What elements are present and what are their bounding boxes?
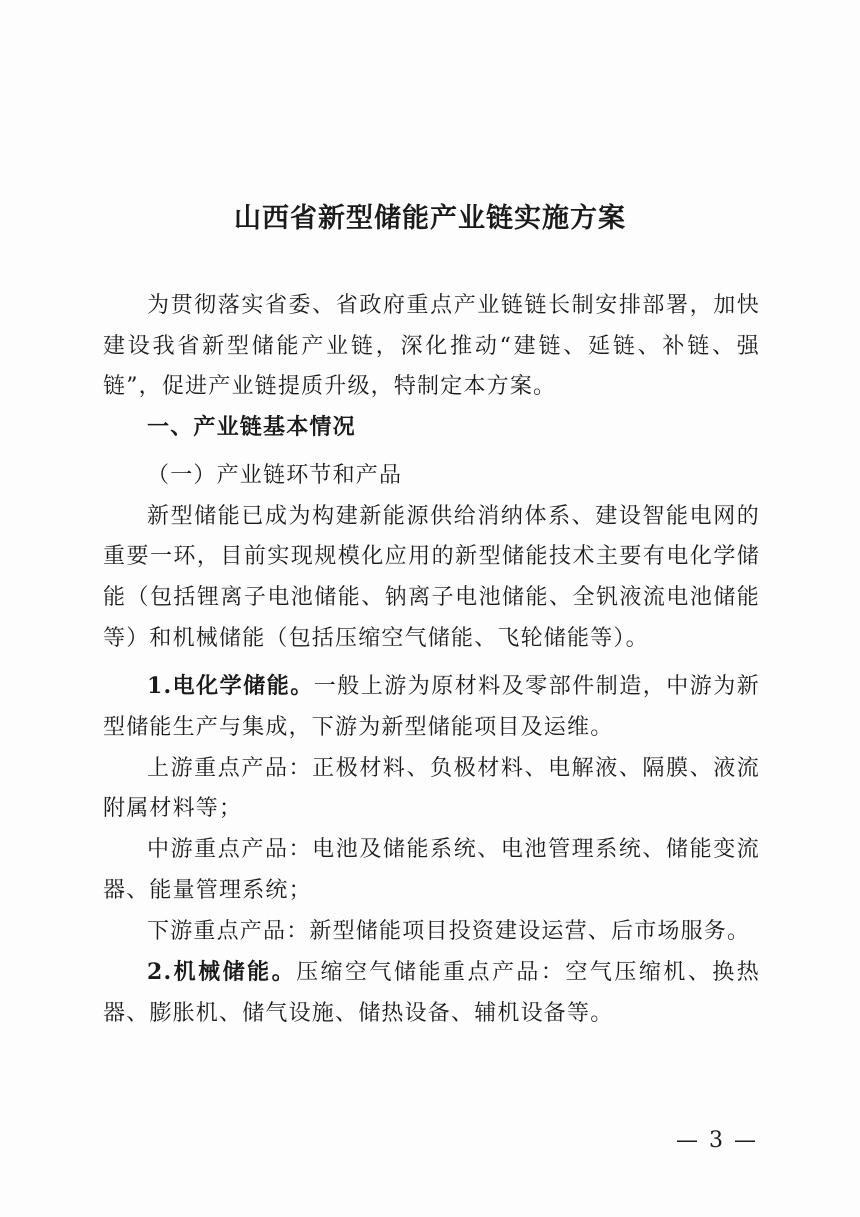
- midstream-paragraph: 中游重点产品：电池及储能系统、电池管理系统、储能变流器、能量管理系统；: [103, 837, 760, 903]
- item-mechanical-lead: 2.机械储能。: [147, 959, 297, 986]
- item-electrochemical: [103, 666, 760, 748]
- document-body: [103, 286, 760, 1035]
- document-title: 山西省新型储能产业链实施方案: [234, 203, 626, 234]
- item-mechanical-text: 压缩空气储能重点产品：空气压缩机、换热器、膨胀机、储气设施、储热设备、辅机设备等。: [103, 960, 760, 1026]
- intro-paragraph: 为贯彻落实省委、省政府重点产业链链长制安排部署，加快建设我省新型储能产业链，深化推动“建链、延链、补链、强链”，促进产业链提质升级，特制定本方案。: [103, 293, 760, 400]
- item-electrochemical-text: 一般上游为原材料及零部件制造，中游为新型储能生产与集成，下游为新型储能项目及运维。: [103, 674, 760, 741]
- overview-paragraph: 新型储能已成为构建新能源供给消纳体系、建设智能电网的重要一环，目前实现规模化应用的新型储能技术主要有电化学储能（包括锂离子电池储能、钠离子电池储能、全钒液流电池储能等）和机械储能（包括压缩空气储能、飞轮储能等）。: [103, 503, 760, 651]
- item-mechanical: [103, 952, 760, 1034]
- section-heading: 一、产业链基本情况: [147, 415, 356, 441]
- subsection-heading: （一）产业链环节和产品: [147, 462, 403, 488]
- item-electrochemical-lead: 1.电化学储能。: [147, 673, 314, 700]
- page-number: — 3 —: [676, 1128, 758, 1153]
- downstream-paragraph: 下游重点产品：新型储能项目投资建设运营、后市场服务。: [147, 918, 751, 944]
- upstream-paragraph: 上游重点产品：正极材料、负极材料、电解液、隔膜、液流附属材料等；: [103, 755, 760, 822]
